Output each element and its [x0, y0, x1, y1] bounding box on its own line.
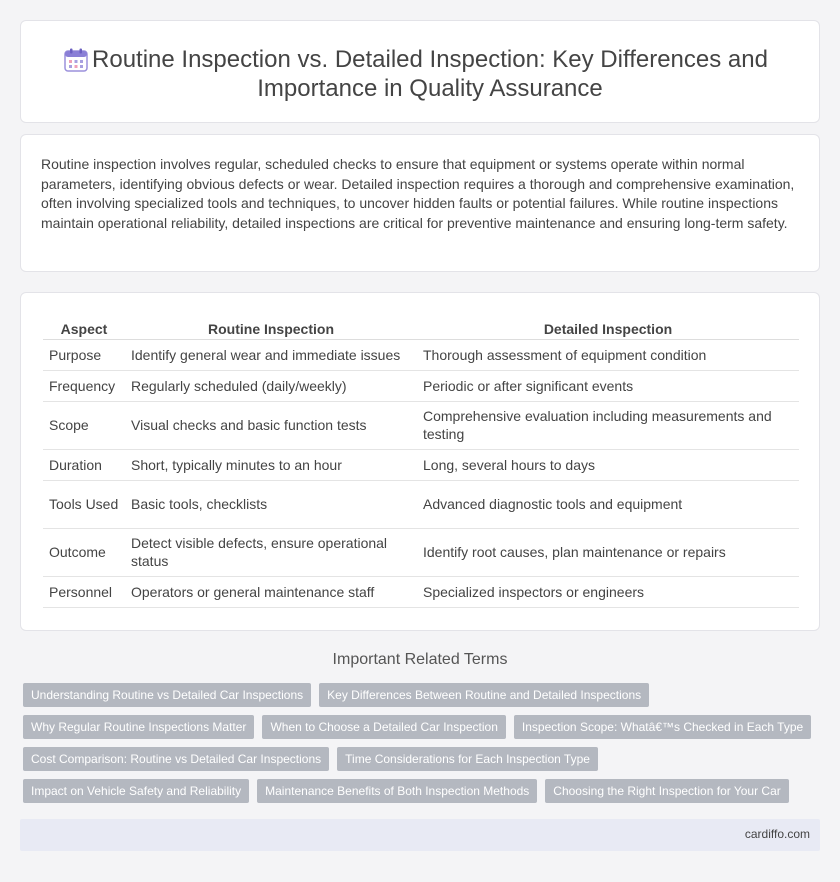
row-routine: Visual checks and basic function tests: [125, 401, 417, 449]
summary-card: [20, 134, 820, 272]
related-term-link[interactable]: Why Regular Routine Inspections Matter: [23, 715, 254, 739]
related-term-link[interactable]: Key Differences Between Routine and Detailed Inspections: [319, 683, 649, 707]
header-aspect: Aspect: [43, 315, 125, 339]
related-term-link[interactable]: When to Choose a Detailed Car Inspection: [262, 715, 505, 739]
related-terms-heading: Important Related Terms: [332, 651, 508, 668]
table-row: [43, 370, 799, 401]
table-row: [43, 339, 799, 370]
tag-row: [23, 747, 803, 771]
page-title-text: Routine Inspection vs. Detailed Inspection: Key Differences and Importance in Quality Assurance: [92, 46, 768, 102]
related-term-link[interactable]: Understanding Routine vs Detailed Car Inspections: [23, 683, 311, 707]
summary-text: Routine inspection involves regular, scheduled checks to ensure that equipment or systems operate within normal parameters, identifying obvious defects or wear. Detailed inspection requires a thorough and comprehensive examination, often involving specialized tools and techniques, to uncover hidden faults or potential failures. While routine inspections maintain operational reliability, detailed inspections are critical for preventive maintenance and ensuring long-term safety.: [41, 156, 795, 231]
related-term-link[interactable]: Impact on Vehicle Safety and Reliability: [23, 779, 249, 803]
row-aspect: Tools Used: [43, 480, 125, 528]
row-aspect: Duration: [43, 449, 125, 480]
related-term-link[interactable]: Maintenance Benefits of Both Inspection Methods: [257, 779, 537, 803]
row-aspect: Scope: [43, 401, 125, 449]
row-aspect: Outcome: [43, 528, 125, 576]
related-term-link[interactable]: Cost Comparison: Routine vs Detailed Car Inspections: [23, 747, 329, 771]
tag-row: [23, 683, 803, 707]
row-aspect: Personnel: [43, 576, 125, 607]
header-detailed: Detailed Inspection: [417, 315, 799, 339]
table-row: [43, 480, 799, 528]
related-terms: [23, 683, 803, 811]
row-routine: Operators or general maintenance staff: [125, 576, 417, 607]
row-detailed: Advanced diagnostic tools and equipment: [417, 480, 799, 528]
row-detailed: Comprehensive evaluation including measurements and testing: [417, 401, 799, 449]
title-card: [20, 20, 820, 123]
page-title: [21, 45, 819, 103]
row-detailed: Periodic or after significant events: [417, 370, 799, 401]
header-routine: Routine Inspection: [125, 315, 417, 339]
footer: [20, 819, 820, 851]
row-routine: Basic tools, checklists: [125, 480, 417, 528]
related-term-link[interactable]: Time Considerations for Each Inspection Type: [337, 747, 598, 771]
table-row: [43, 449, 799, 480]
related-term-link[interactable]: Choosing the Right Inspection for Your Car: [545, 779, 788, 803]
footer-site-link[interactable]: cardiffo.com: [744, 827, 810, 841]
row-aspect: Frequency: [43, 370, 125, 401]
row-detailed: Specialized inspectors or engineers: [417, 576, 799, 607]
row-routine: Regularly scheduled (daily/weekly): [125, 370, 417, 401]
table-row: [43, 528, 799, 576]
table-row: [43, 576, 799, 607]
row-routine: Short, typically minutes to an hour: [125, 449, 417, 480]
comparison-table-card: [20, 292, 820, 631]
row-aspect: Purpose: [43, 339, 125, 370]
row-routine: Detect visible defects, ensure operational status: [125, 528, 417, 576]
comparison-table: [43, 315, 799, 608]
table-header-row: [43, 315, 799, 339]
row-detailed: Thorough assessment of equipment condition: [417, 339, 799, 370]
tag-row: [23, 779, 803, 803]
row-detailed: Long, several hours to days: [417, 449, 799, 480]
tag-row: [23, 715, 803, 739]
related-term-link[interactable]: Inspection Scope: Whatâ€™s Checked in Each Type: [514, 715, 811, 739]
row-routine: Identify general wear and immediate issues: [125, 339, 417, 370]
table-row: [43, 401, 799, 449]
row-detailed: Identify root causes, plan maintenance or repairs: [417, 528, 799, 576]
